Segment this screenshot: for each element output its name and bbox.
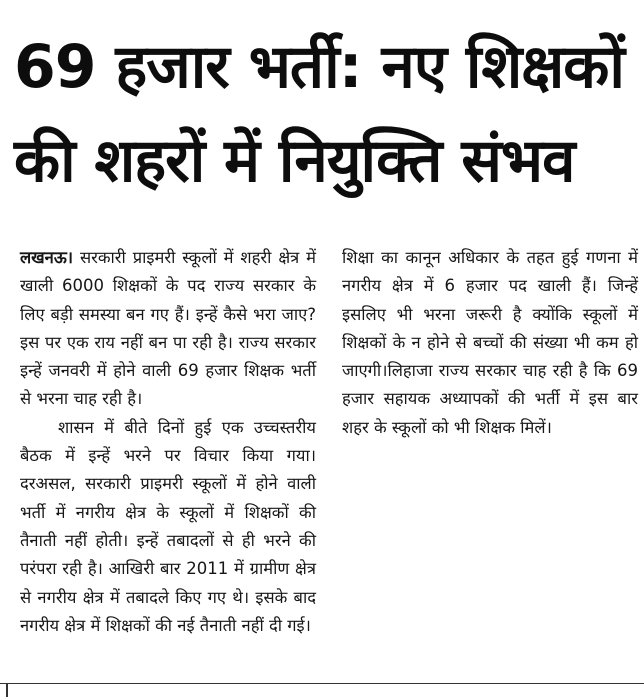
article-column-left (20, 244, 316, 640)
dateline: लखनऊ। (20, 248, 74, 267)
paragraph-2-start (20, 414, 316, 640)
bottom-border (0, 683, 644, 697)
headline-line-1: 69 हजार भर्ती: नए शिक्षकों (14, 32, 624, 102)
paragraph-2-text: शासन में बीते दिनों हुई एक उच्चस्तरीय बैठक में इन्हें भरने पर विचार किया गया। दरअसल, सरकारी प्राइमरी स्कूलों में होने वाली भर्ती में नगरीय क्षेत्र के स्कूलों में शिक्षकों की तैनाती नहीं होती। इन्हें तबादलों से ही भरने की परंपरा रही है। आखिरी बार 2011 में ग्रामीण क्षेत्र से नगरीय क्षेत्र में तबादले किए गए थे। इसके बाद नगरीय क्षेत्र में शिक्षकों की नई तैनाती नहीं दी गई। (20, 417, 316, 635)
article-column-right (342, 244, 638, 442)
paragraph-1 (20, 244, 316, 414)
paragraph-2-continuation (342, 244, 638, 442)
border-tick (6, 683, 8, 697)
paragraph-1-text: सरकारी प्राइमरी स्कूलों में शहरी क्षेत्र में खाली 6000 शिक्षकों के पद राज्य सरकार के लिए बड़ी समस्या बन गए हैं। इन्हें कैसे भरा जाए? इस पर एक राय नहीं बन पा रही है। राज्य सरकार इन्हें जनवरी में होने वाली 69 हजार शिक्षक भर्ती से भरना चाह रही है। (20, 248, 317, 409)
headline (14, 20, 630, 208)
paragraph-2-continued: शिक्षा का कानून अधिकार के तहत हुई गणना में नगरीय क्षेत्र में 6 हजार पद खाली हैं। जिन्हें इसलिए भी भरना जरूरी है क्योंकि स्कूलों में शिक्षकों के न होने से बच्चों की संख्या भी कम हो जाएगी।लिहाजा राज्य सरकार चाह रही है कि 69 हजार सहायक अध्यापकों की भर्ती में इस बार शहर के स्कूलों को भी शिक्षक मिलें। (342, 248, 638, 437)
headline-line-2: की शहरों में नियुक्ति संभव (14, 126, 575, 196)
